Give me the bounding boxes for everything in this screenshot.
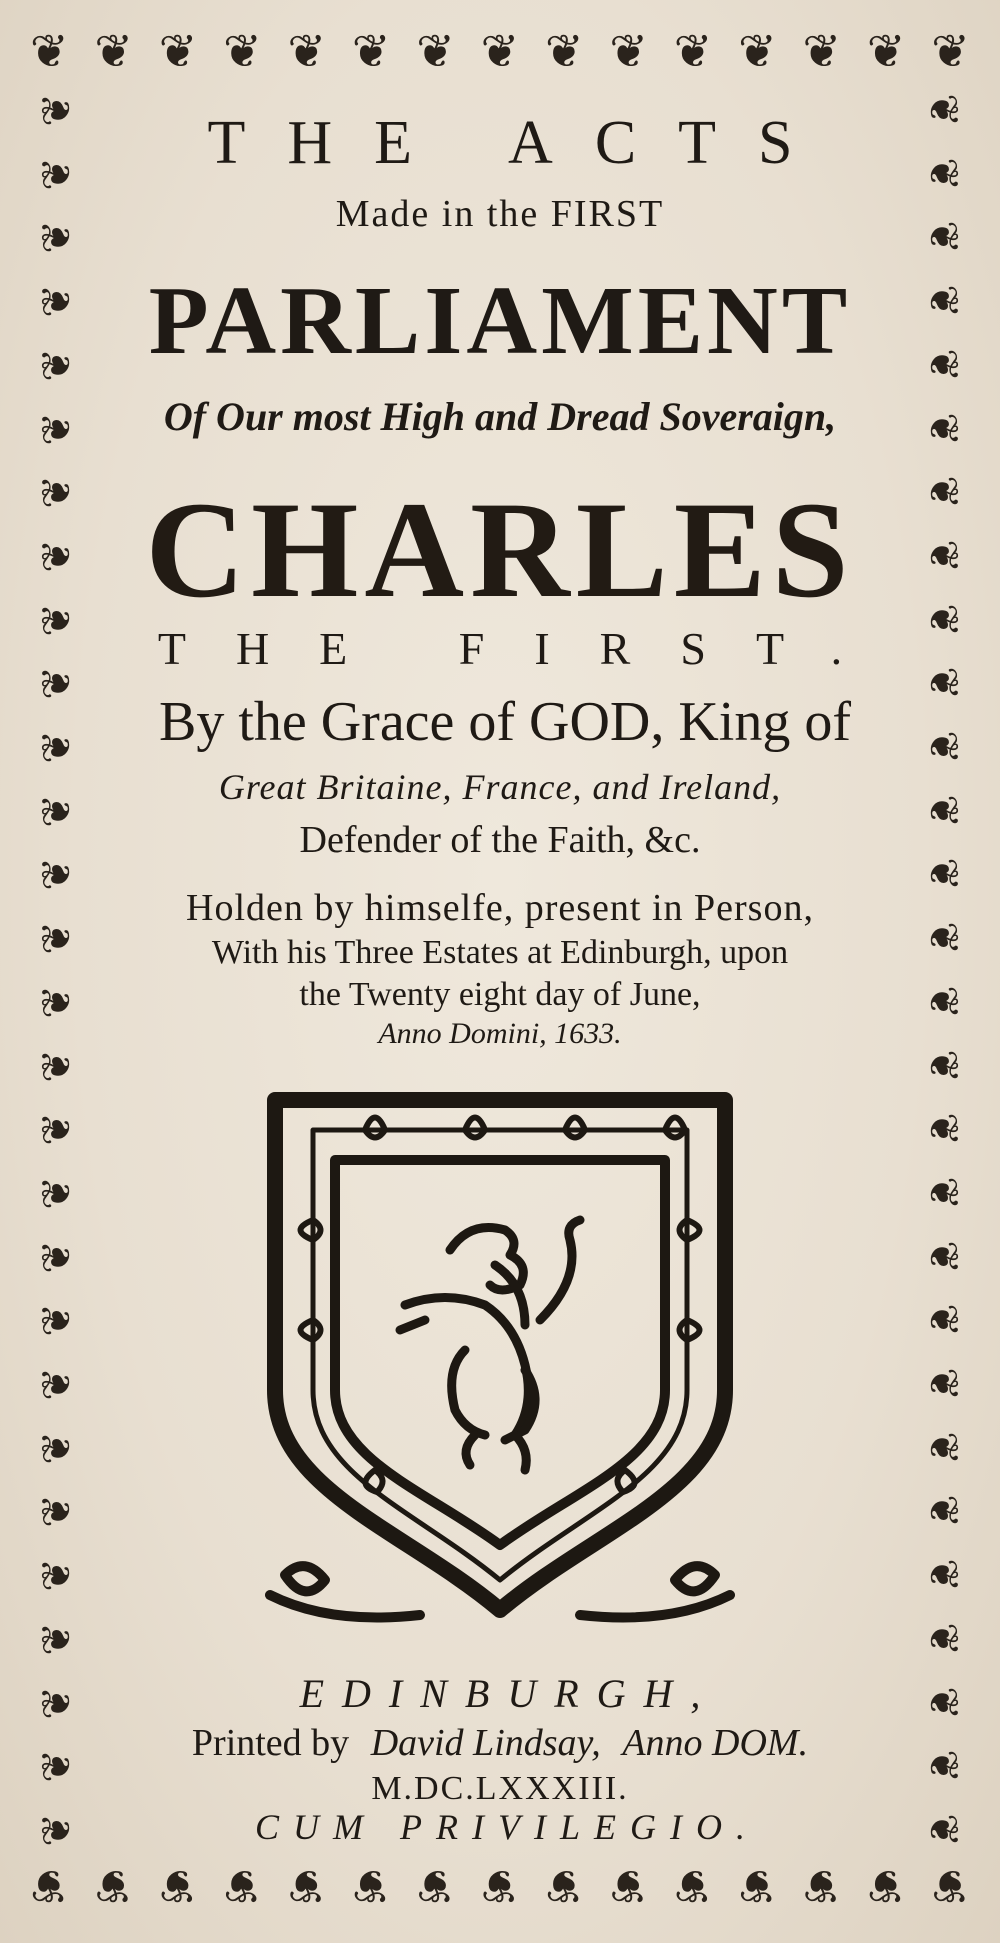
subheading-made-in-first: Made in the FIRST xyxy=(335,193,665,235)
imprint-anno: Anno DOM. xyxy=(622,1722,809,1764)
right-ornament-border: ❦ ❦ ❦ ❦ ❦ ❦ ❦ ❦ ❦ ❦ ❦ ❦ ❦ ❦ ❦ ❦ ❦ ❦ ❦ ❦ ❦ ❦ ❦ ❦ ❦ ❦ ❦ ❦ xyxy=(920,93,966,1847)
heading-the-first: THE FIRST. xyxy=(157,623,893,674)
heading-charles: CHARLES xyxy=(145,473,855,626)
line-grace-of-god: By the Grace of GOD, King of xyxy=(158,691,852,753)
imprint-year: M.DC.LXXXIII. xyxy=(371,1770,629,1807)
imprint-printed-by: Printed by xyxy=(191,1722,350,1764)
imprint-city: EDINBURGH, xyxy=(299,1671,719,1716)
heading-parliament: PARLIAMENT xyxy=(148,267,852,375)
line-estates: With his Three Estates at Edinburgh, upon xyxy=(211,934,789,971)
left-ornament-border: ❦ ❦ ❦ ❦ ❦ ❦ ❦ ❦ ❦ ❦ ❦ ❦ ❦ ❦ ❦ ❦ ❦ ❦ ❦ ❦ ❦ ❦ ❦ ❦ ❦ ❦ ❦ ❦ xyxy=(33,93,79,1847)
heading-the-acts: THE ACTS xyxy=(207,109,835,177)
top-ornament-border: ❦ ❦ ❦ ❦ ❦ ❦ ❦ ❦ ❦ ❦ ❦ ❦ ❦ ❦ ❦ xyxy=(30,26,970,77)
lion-rampant-shield-icon xyxy=(265,1090,735,1630)
bottom-ornament-border: ❦ ❦ ❦ ❦ ❦ ❦ ❦ ❦ ❦ ❦ ❦ ❦ ❦ ❦ ❦ xyxy=(30,1860,970,1911)
line-realms: Great Britaine, France, and Ireland, xyxy=(218,767,782,807)
line-date: the Twenty eight day of June, xyxy=(299,976,701,1013)
imprint-privilege: CUM PRIVILEGIO. xyxy=(255,1807,759,1847)
imprint-printer-line xyxy=(80,1721,920,1765)
line-holden: Holden by himselfe, present in Person, xyxy=(186,887,814,929)
line-defender: Defender of the Faith, &c. xyxy=(299,819,701,861)
imprint-printer-name: David Lindsay, xyxy=(370,1722,601,1764)
line-anno-domini: Anno Domini, 1633. xyxy=(378,1017,622,1050)
line-sovereign: Of Our most High and Dread Soveraign, xyxy=(163,394,837,439)
